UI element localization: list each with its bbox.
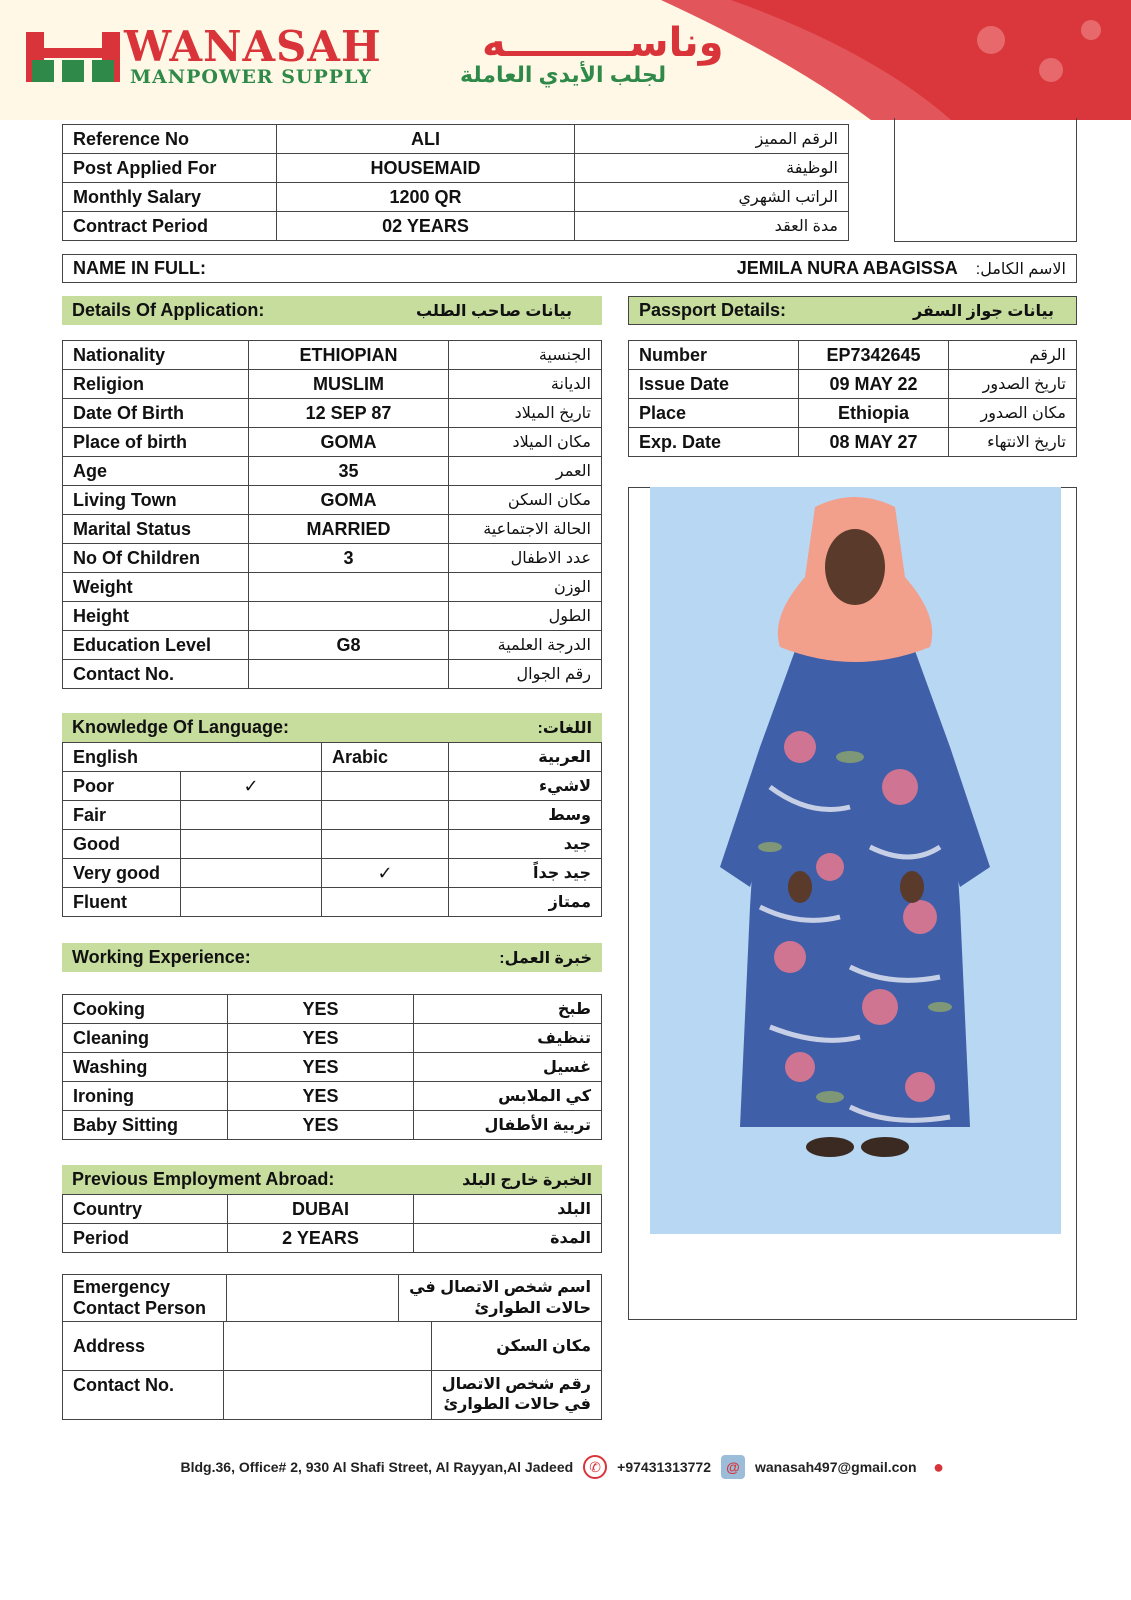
row-value [249, 573, 449, 602]
wanasah-logo-icon [26, 26, 120, 84]
arabic-mark: ✓ [322, 859, 449, 888]
row-label-ar: مكان الصدور [949, 399, 1077, 428]
table-row [63, 1224, 602, 1253]
row-label-ar: الوزن [449, 573, 602, 602]
row-label: Country [63, 1195, 228, 1224]
table-row [63, 772, 602, 801]
level-label: Fluent [63, 888, 181, 917]
row-label-ar: تاريخ الانتهاء [949, 428, 1077, 457]
full-name-row [62, 254, 1077, 283]
row-label-ar: الدرجة العلمية [449, 631, 602, 660]
section-header-experience [62, 943, 602, 972]
emergency-person-label-line: Contact Person [73, 1298, 207, 1318]
row-value: ETHIOPIAN [249, 341, 449, 370]
row-label: Post Applied For [63, 154, 277, 183]
emergency-contact-label-ar [431, 1371, 601, 1420]
table-row [63, 457, 602, 486]
full-name-label-ar: الاسم الكامل: [975, 260, 1066, 278]
row-value: GOMA [249, 486, 449, 515]
level-label: Very good [63, 859, 181, 888]
row-label-ar: الرقم [949, 341, 1077, 370]
row-label: Age [63, 457, 249, 486]
row-label-ar: الديانة [449, 370, 602, 399]
emergency-contact-label-ar-line: في حالات الطوارئ [443, 1396, 591, 1413]
applicant-photo [650, 487, 1061, 1234]
footer-address: Bldg.36, Office# 2, 930 Al Shafi Street, Al Rayyan,Al Jadeed [180, 1459, 574, 1475]
table-row [63, 486, 602, 515]
row-value: YES [228, 1082, 414, 1111]
row-label-ar: الحالة الاجتماعية [449, 515, 602, 544]
row-value: 3 [249, 544, 449, 573]
table-row [629, 341, 1077, 370]
row-label: Reference No [63, 125, 277, 154]
table-row [63, 1053, 602, 1082]
table-row [63, 399, 602, 428]
arabic-mark [322, 801, 449, 830]
experience-table [62, 994, 602, 1140]
address-label: Address [63, 1322, 224, 1371]
row-value [249, 660, 449, 689]
level-label: Poor [63, 772, 181, 801]
row-label-ar: مكان الميلاد [449, 428, 602, 457]
row-value: EP7342645 [799, 341, 949, 370]
section-header-previous-employment [62, 1165, 602, 1194]
row-label-ar: عدد الاطفال [449, 544, 602, 573]
emergency-person-label [63, 1275, 227, 1322]
row-label-ar: الوظيفة [575, 154, 849, 183]
address-value [223, 1322, 431, 1371]
row-label-ar: طبخ [414, 995, 602, 1024]
row-label: Nationality [63, 341, 249, 370]
full-name-label: NAME IN FULL: [73, 258, 206, 278]
emergency-person-label-line: Emergency [73, 1277, 171, 1297]
emergency-person-label-ar [399, 1275, 602, 1322]
row-value: 2 YEARS [228, 1224, 414, 1253]
row-value: GOMA [249, 428, 449, 457]
column-arabic-ar: العربية [449, 743, 602, 772]
section-title: Knowledge Of Language: [72, 717, 290, 737]
english-mark [181, 830, 322, 859]
row-label-ar: البلد [414, 1195, 602, 1224]
row-label: Number [629, 341, 799, 370]
table-row [63, 125, 849, 154]
row-value: 02 YEARS [277, 212, 575, 241]
table-row [63, 1111, 602, 1140]
row-value: YES [228, 995, 414, 1024]
section-title: Passport Details: [639, 300, 787, 320]
row-label: Contact No. [63, 660, 249, 689]
row-label: Marital Status [63, 515, 249, 544]
address-label-ar: مكان السكن [431, 1322, 601, 1371]
row-label: Height [63, 602, 249, 631]
emergency-person-label-ar-line: اسم شخص الاتصال في [409, 1279, 591, 1296]
row-label-ar: الرقم المميز [575, 125, 849, 154]
passport-table [628, 340, 1077, 457]
row-label: Cleaning [63, 1024, 228, 1053]
table-row [63, 888, 602, 917]
previous-employment-table [62, 1194, 602, 1253]
location-pin-icon: ● [933, 1456, 944, 1477]
row-label-ar: مدة العقد [575, 212, 849, 241]
table-row [63, 602, 602, 631]
row-label-ar: تنظيف [414, 1024, 602, 1053]
row-label-ar: المدة [414, 1224, 602, 1253]
row-label: Religion [63, 370, 249, 399]
row-label: Place [629, 399, 799, 428]
section-title: Working Experience: [72, 947, 251, 967]
row-value: ALI [277, 125, 575, 154]
section-title-ar: اللغات: [537, 719, 592, 737]
row-label: Weight [63, 573, 249, 602]
row-value: MUSLIM [249, 370, 449, 399]
row-label: No Of Children [63, 544, 249, 573]
table-row [63, 341, 602, 370]
section-header-application [62, 296, 602, 325]
table-row [63, 1275, 602, 1322]
row-label: Cooking [63, 995, 228, 1024]
table-row [63, 544, 602, 573]
table-row [63, 1024, 602, 1053]
emergency-contact-value [223, 1371, 431, 1420]
row-value: 12 SEP 87 [249, 399, 449, 428]
row-label: Living Town [63, 486, 249, 515]
emergency-address-table [62, 1321, 602, 1420]
table-row [629, 428, 1077, 457]
row-label: Washing [63, 1053, 228, 1082]
english-mark [181, 859, 322, 888]
section-title-ar: الخبرة خارج البلد [462, 1171, 592, 1189]
arabic-mark [322, 888, 449, 917]
row-label-ar: رقم الجوال [449, 660, 602, 689]
table-row [63, 660, 602, 689]
brand-subtitle-en: MANPOWER SUPPLY [130, 66, 372, 88]
emergency-contact-label-ar-line: رقم شخص الاتصال [441, 1376, 591, 1393]
section-title: Details Of Application: [72, 300, 265, 320]
letterhead [0, 0, 1131, 120]
phone-icon: ✆ [583, 1455, 607, 1479]
row-label-ar: الراتب الشهري [575, 183, 849, 212]
table-row [63, 1195, 602, 1224]
level-label-ar: وسط [449, 801, 602, 830]
row-label: Date Of Birth [63, 399, 249, 428]
row-label-ar: تاريخ الصدور [949, 370, 1077, 399]
column-english: English [63, 743, 322, 772]
table-row [63, 370, 602, 399]
emergency-person-label-ar-line: حالات الطوارئ [474, 1300, 591, 1317]
table-row [63, 631, 602, 660]
person-silhouette-icon [650, 487, 1061, 1234]
language-table [62, 742, 602, 917]
full-name-value: JEMILA NURA ABAGISSA [736, 258, 958, 278]
row-label: Place of birth [63, 428, 249, 457]
table-row [63, 573, 602, 602]
row-value: G8 [249, 631, 449, 660]
row-value: 35 [249, 457, 449, 486]
table-row [63, 154, 849, 183]
emergency-contact-table [62, 1274, 602, 1322]
table-row [63, 830, 602, 859]
row-value: DUBAI [228, 1195, 414, 1224]
table-row [63, 515, 602, 544]
row-label-ar: الطول [449, 602, 602, 631]
row-label-ar: العمر [449, 457, 602, 486]
row-value: YES [228, 1024, 414, 1053]
mail-icon: @ [721, 1455, 745, 1479]
english-mark [181, 888, 322, 917]
row-label-ar: تاريخ الميلاد [449, 399, 602, 428]
section-header-passport [628, 296, 1077, 325]
footer-phone[interactable]: +97431313772 [617, 1459, 711, 1475]
row-value [249, 602, 449, 631]
brand-subtitle-ar: لجلب الأيدي العاملة [460, 62, 667, 87]
row-label: Issue Date [629, 370, 799, 399]
footer [0, 1452, 1131, 1482]
row-label: Baby Sitting [63, 1111, 228, 1140]
stamp-box [894, 118, 1077, 242]
table-row [63, 995, 602, 1024]
arabic-mark [322, 772, 449, 801]
row-label: Period [63, 1224, 228, 1253]
row-label-ar: تربية الأطفال [414, 1111, 602, 1140]
table-row [63, 743, 602, 772]
emergency-person-value [227, 1275, 399, 1322]
row-label: Ironing [63, 1082, 228, 1111]
level-label-ar: جيد جداً [449, 859, 602, 888]
level-label-ar: جيد [449, 830, 602, 859]
row-label: Exp. Date [629, 428, 799, 457]
table-row [629, 399, 1077, 428]
section-title-ar: بيانات جواز السفر [912, 302, 1054, 320]
row-value: YES [228, 1111, 414, 1140]
table-row [63, 801, 602, 830]
row-label: Monthly Salary [63, 183, 277, 212]
table-row [629, 370, 1077, 399]
section-header-language [62, 713, 602, 742]
table-row [63, 183, 849, 212]
table-row [63, 859, 602, 888]
english-mark [181, 801, 322, 830]
section-title-ar: بيانات صاحب الطلب [415, 302, 572, 320]
row-label-ar: مكان السكن [449, 486, 602, 515]
row-value: 08 MAY 27 [799, 428, 949, 457]
section-title: Previous Employment Abroad: [72, 1169, 335, 1189]
table-row [63, 1371, 602, 1420]
level-label-ar: ممتاز [449, 888, 602, 917]
section-title-ar: خبرة العمل: [499, 949, 592, 967]
arabic-mark [322, 830, 449, 859]
table-row [63, 1322, 602, 1371]
row-value: MARRIED [249, 515, 449, 544]
english-mark: ✓ [181, 772, 322, 801]
row-value: YES [228, 1053, 414, 1082]
table-row [63, 212, 849, 241]
row-label: Education Level [63, 631, 249, 660]
table-row [63, 1082, 602, 1111]
row-label-ar: كي الملابس [414, 1082, 602, 1111]
row-label: Contract Period [63, 212, 277, 241]
column-arabic: Arabic [322, 743, 449, 772]
footer-email[interactable]: wanasah497@gmail.con [755, 1459, 917, 1475]
row-value: 09 MAY 22 [799, 370, 949, 399]
level-label: Fair [63, 801, 181, 830]
row-value: Ethiopia [799, 399, 949, 428]
level-label-ar: لاشيء [449, 772, 602, 801]
row-value: 1200 QR [277, 183, 575, 212]
row-label-ar: غسيل [414, 1053, 602, 1082]
row-label-ar: الجنسية [449, 341, 602, 370]
row-value: HOUSEMAID [277, 154, 575, 183]
level-label: Good [63, 830, 181, 859]
brand-name-en: WANASAH [124, 22, 382, 71]
brand-name-ar: وناســـــــــه [482, 21, 724, 65]
emergency-contact-label: Contact No. [63, 1371, 224, 1420]
application-table [62, 340, 602, 689]
table-row [63, 428, 602, 457]
job-summary-table [62, 124, 849, 241]
